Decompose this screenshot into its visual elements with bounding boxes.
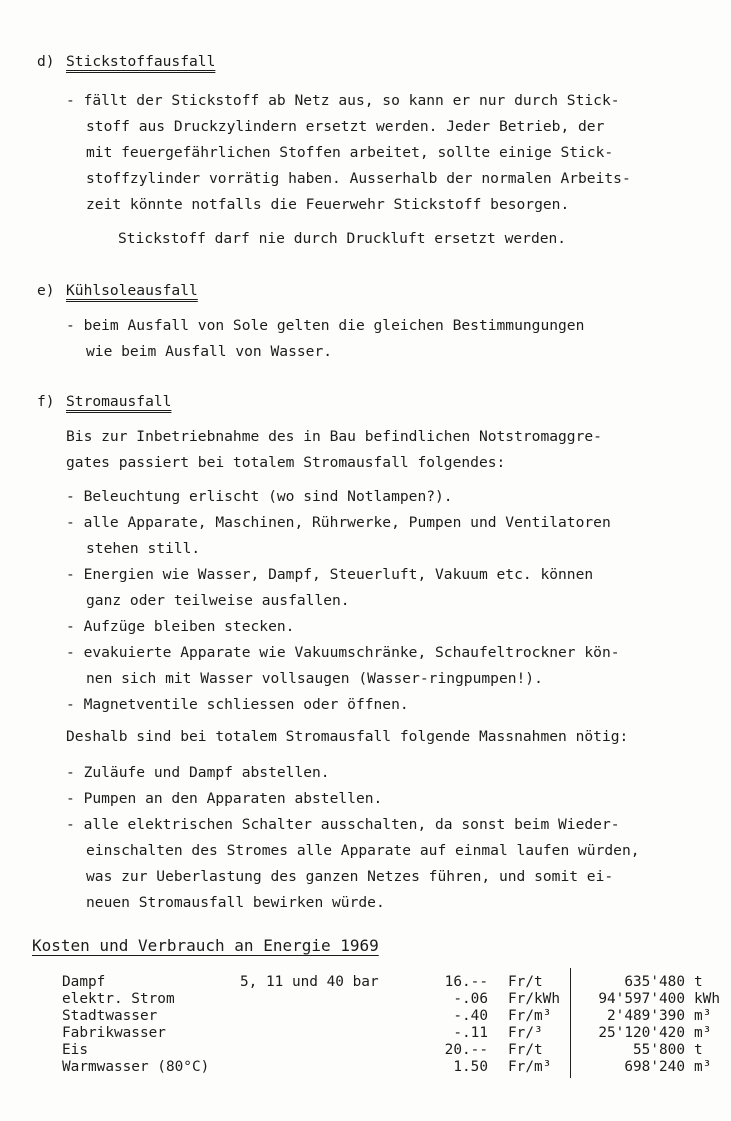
energy-row-name: Stadtwasser — [62, 1008, 158, 1024]
table-column-divider — [570, 968, 571, 1078]
energy-row-amount: 55'800 — [633, 1042, 685, 1058]
section-d-line: stoff aus Druckzylindern ersetzt werden. Jeder Betrieb, der — [86, 118, 605, 135]
energy-row-amount: 2'489'390 — [607, 1008, 685, 1024]
energy-row-unit: Fr/kWh — [508, 991, 560, 1007]
energy-row-price: -.06 — [453, 991, 488, 1007]
energy-row-amount: 698'240 — [624, 1059, 685, 1075]
section-d-label: d) — [37, 53, 55, 70]
section-f-measures-intro: Deshalb sind bei totalem Stromausfall folgende Massnahmen nötig: — [66, 728, 629, 745]
section-f-measure: - Zuläufe und Dampf abstellen. — [66, 764, 330, 781]
section-f-label: f) — [37, 393, 55, 410]
energy-row-amount-unit: m³ — [694, 1025, 712, 1041]
section-f-item: - alle Apparate, Maschinen, Rührwerke, Pumpen und Ventilatoren — [66, 514, 611, 531]
energy-row-name: Fabrikwasser — [62, 1025, 166, 1041]
section-f-measure: was zur Ueberlastung des ganzen Netzes führen, und somit ei- — [86, 868, 614, 885]
energy-row-name: Dampf — [62, 974, 106, 990]
section-f-item: stehen still. — [86, 540, 201, 557]
energy-row-name: elektr. Strom — [62, 991, 175, 1007]
section-e-label: e) — [37, 282, 55, 299]
energy-row-amount-unit: m³ — [694, 1059, 712, 1075]
section-f-intro: gates passiert bei totalem Stromausfall folgendes: — [66, 454, 506, 471]
section-f-intro: Bis zur Inbetriebnahme des in Bau befindlichen Notstromaggre- — [66, 428, 602, 445]
energy-table-title: Kosten und Verbrauch an Energie 1969 — [32, 936, 379, 955]
section-f-item: - Aufzüge bleiben stecken. — [66, 618, 295, 635]
energy-row-unit: Fr/t — [508, 974, 543, 990]
section-d-note: Stickstoff darf nie durch Druckluft ersetzt werden. — [118, 230, 567, 247]
energy-row-amount: 94'597'400 — [598, 991, 685, 1007]
energy-row-name: Warmwasser (80°C) — [62, 1059, 210, 1075]
section-f-item: ganz oder teilweise ausfallen. — [86, 592, 350, 609]
energy-row-amount-unit: m³ — [694, 1008, 712, 1024]
section-f-item: nen sich mit Wasser vollsaugen (Wasser-ringpumpen!). — [86, 670, 543, 687]
section-f-item: - evakuierte Apparate wie Vakuumschränke, Schaufeltrockner kön- — [66, 644, 620, 661]
energy-row-amount-unit: t — [694, 1042, 703, 1058]
section-d-heading: Stickstoffausfall — [66, 53, 216, 70]
energy-row-amount-unit: t — [694, 974, 703, 990]
section-f-heading: Stromausfall — [66, 393, 172, 410]
energy-row-detail: 5, 11 und 40 bar — [240, 974, 379, 990]
section-f-measure: - Pumpen an den Apparaten abstellen. — [66, 790, 383, 807]
section-f-measure: - alle elektrischen Schalter ausschalten, da sonst beim Wieder- — [66, 816, 620, 833]
section-d-line: mit feuergefährlichen Stoffen arbeitet, sollte einige Stick- — [86, 144, 614, 161]
energy-row-amount: 635'480 — [624, 974, 685, 990]
energy-row-unit: Fr/m³ — [508, 1059, 552, 1075]
energy-row-price: 1.50 — [453, 1059, 488, 1075]
energy-row-name: Eis — [62, 1042, 88, 1058]
section-f-item: - Magnetventile schliessen oder öffnen. — [66, 696, 409, 713]
energy-row-unit: Fr/³ — [508, 1025, 543, 1041]
section-f-item: - Energien wie Wasser, Dampf, Steuerluft, Vakuum etc. können — [66, 566, 594, 583]
section-f-item: - Beleuchtung erlischt (wo sind Notlampen?). — [66, 488, 453, 505]
energy-row-unit: Fr/t — [508, 1042, 543, 1058]
energy-row-amount-unit: kWh — [694, 991, 720, 1007]
section-f-measure: neuen Stromausfall bewirken würde. — [86, 894, 385, 911]
section-f-measure: einschalten des Stromes alle Apparate auf einmal laufen würden, — [86, 842, 640, 859]
section-e-line: - beim Ausfall von Sole gelten die gleichen Bestimmungungen — [66, 317, 585, 334]
section-d-line: stoffzylinder vorrätig haben. Ausserhalb der normalen Arbeits- — [86, 170, 631, 187]
section-d-line: zeit könnte notfalls die Feuerwehr Stickstoff besorgen. — [86, 196, 570, 213]
energy-row-amount: 25'120'420 — [598, 1025, 685, 1041]
section-e-heading: Kühlsoleausfall — [66, 282, 198, 299]
energy-row-price: -.40 — [453, 1008, 488, 1024]
energy-row-price: -.11 — [453, 1025, 488, 1041]
section-d-line: - fällt der Stickstoff ab Netz aus, so kann er nur durch Stick- — [66, 92, 620, 109]
energy-row-price: 20.-- — [444, 1042, 488, 1058]
energy-row-price: 16.-- — [444, 974, 488, 990]
energy-row-unit: Fr/m³ — [508, 1008, 552, 1024]
section-e-line: wie beim Ausfall von Wasser. — [86, 343, 333, 360]
